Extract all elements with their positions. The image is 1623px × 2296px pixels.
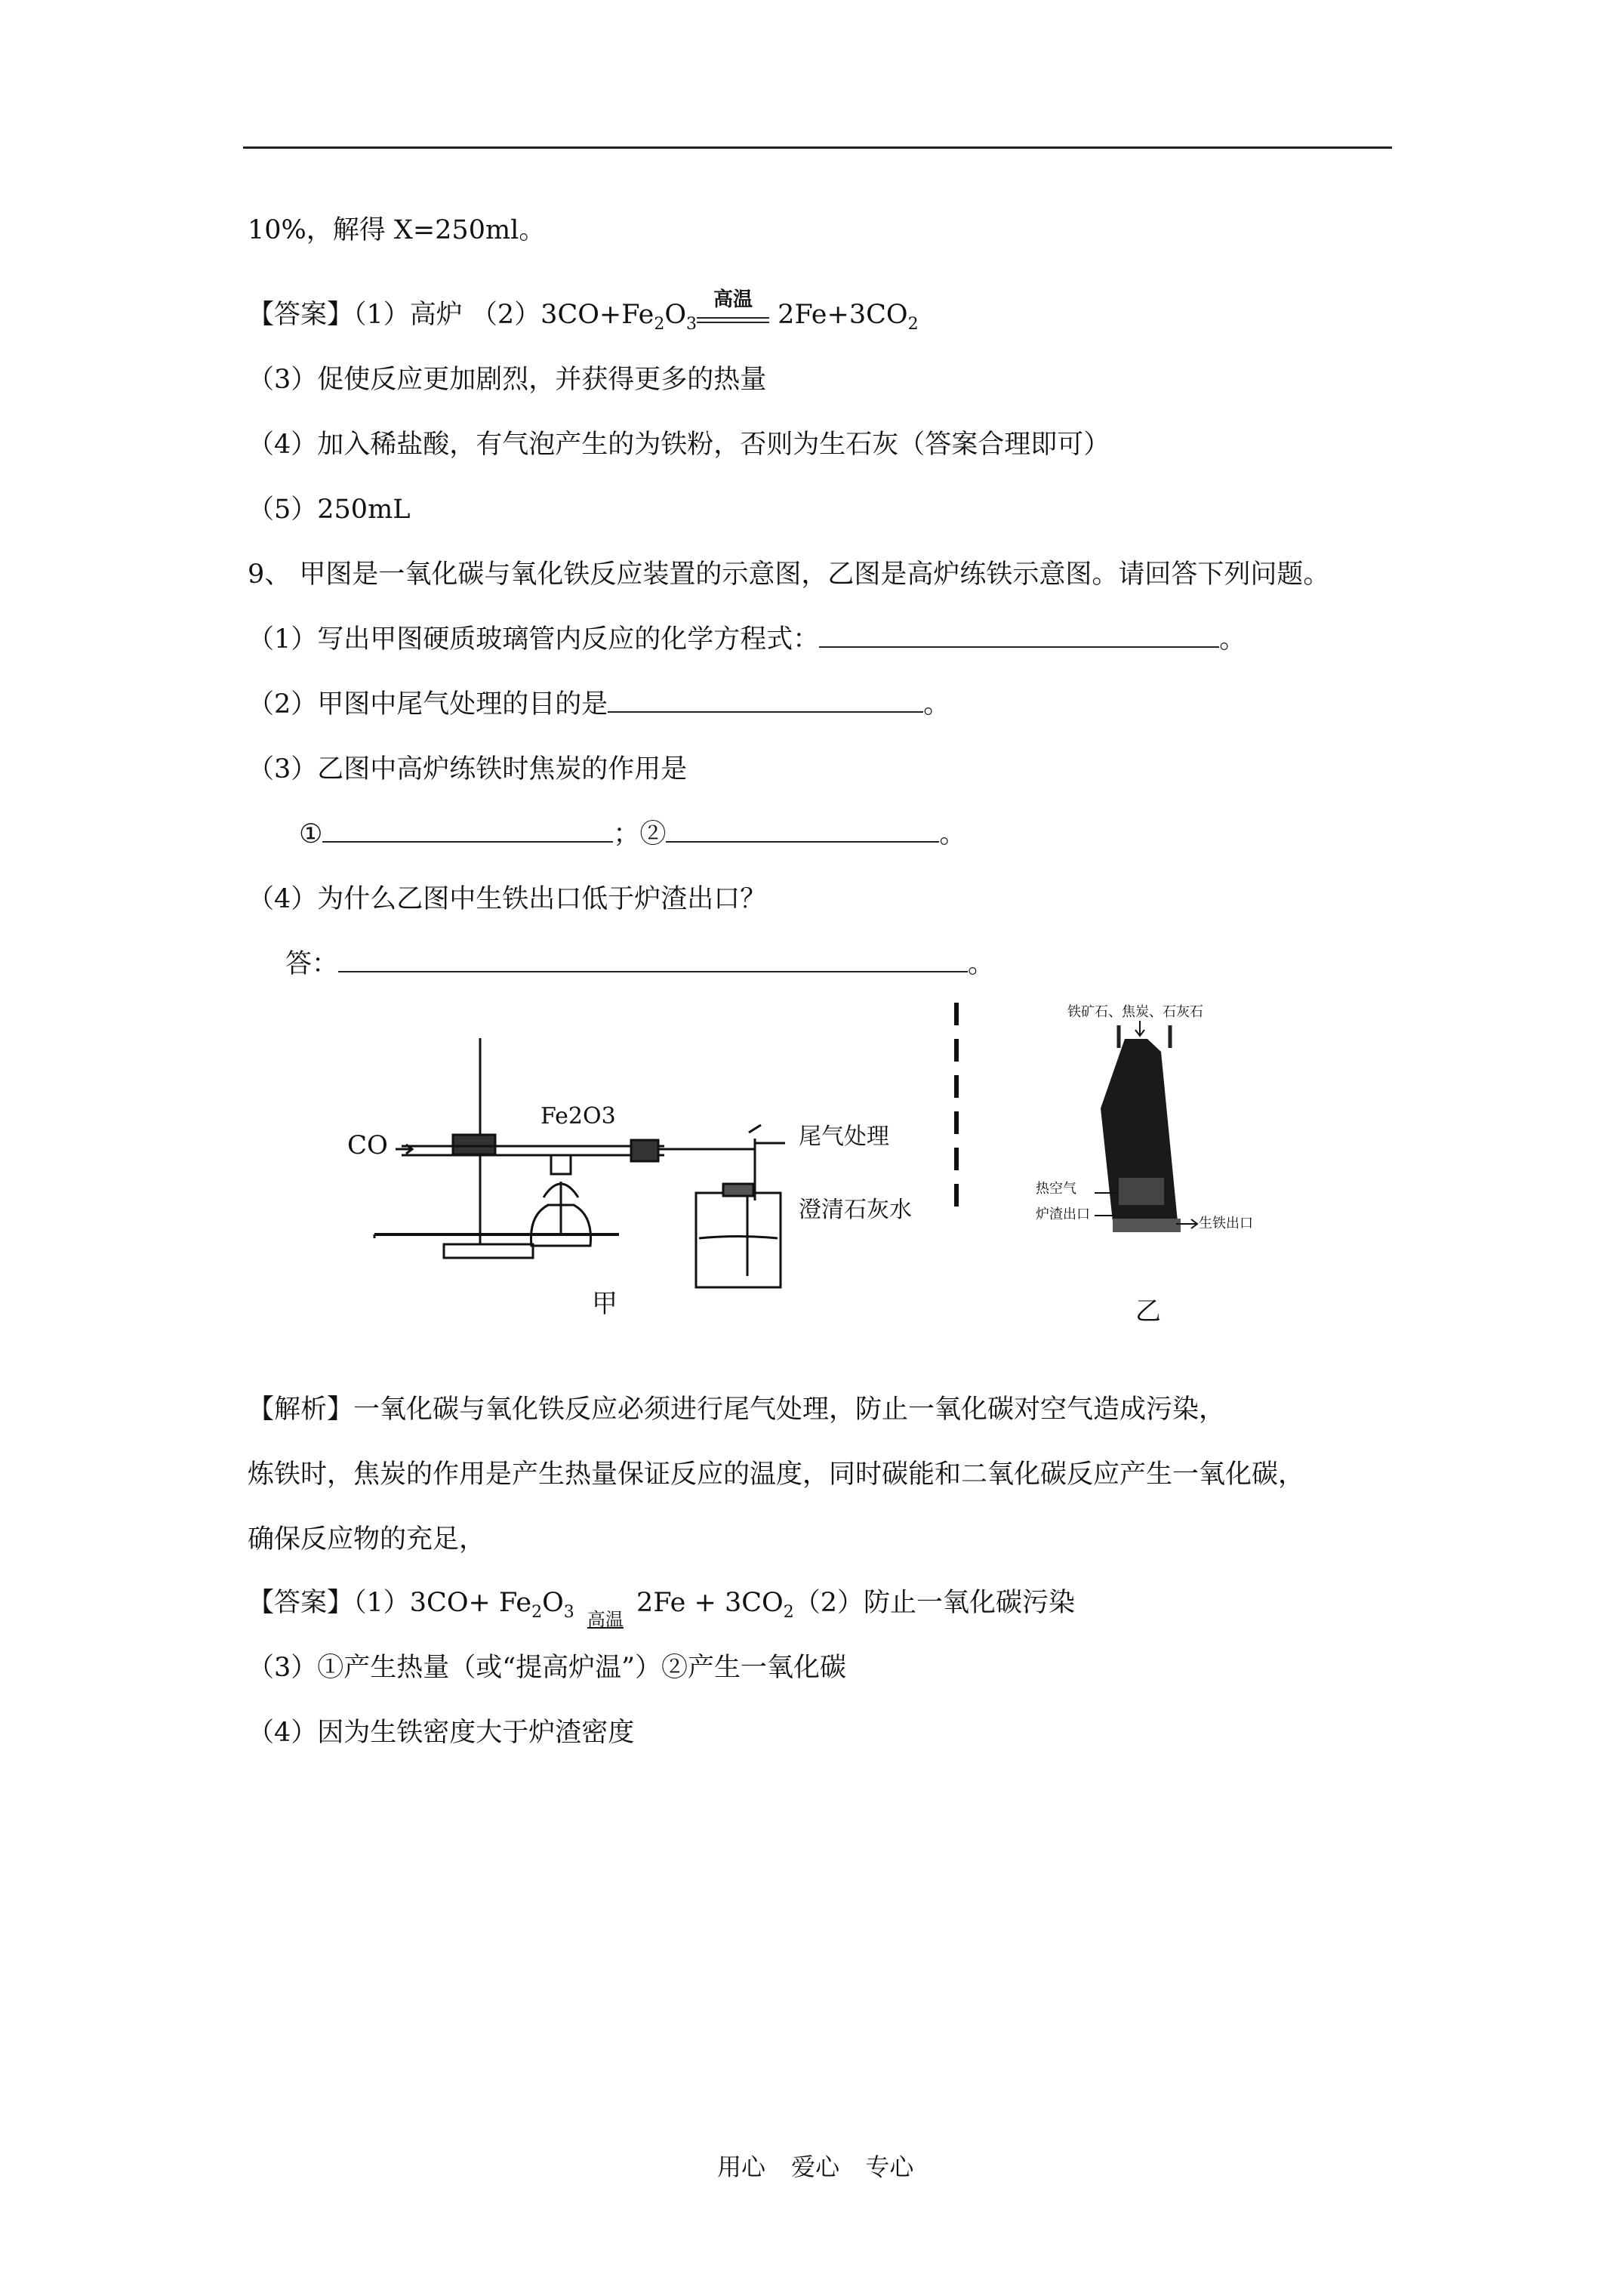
figure-yi-caption: 乙 [1135,1296,1161,1327]
figure-jia-caption: 甲 [592,1289,617,1319]
previous-answer-line-5: （5）250mL [248,495,411,525]
iron-outlet-label: 生铁出口 [1199,1216,1253,1231]
answer-9-line-3: （3）①产生热量（或“提高炉温”）②产生一氧化碳 [248,1653,847,1683]
answer-9-line-1: 【答案】$(1)3CO+ Fe_2O_3$ 高温 $2Fe + 3CO_2(2)$防止一氧化碳污染 [248,1588,1075,1630]
analysis-line-2: 炼铁时，焦炭的作用是产生热量保证反应的温度，同时碳能和二氧化碳反应产生一氧化碳， [248,1459,1305,1490]
question-9-stem: 9、 甲图是一氧化碳与氧化铁反应装置的示意图，乙图是高炉练铁示意图。请回答下列问题。 [248,559,1330,590]
question-9-part-4-answer: 答： 。 [285,945,994,983]
question-9-part-2: （2）甲图中尾气处理的目的是 。 [248,686,950,723]
answer-blank-1[interactable] [819,621,1219,648]
hot-air-label: 热空气 [1036,1181,1076,1197]
figure-divider [954,1003,959,1216]
answer-tag: 【答案】 [248,1588,354,1618]
slag-outlet-label: 炉渣出口 [1036,1207,1090,1222]
question-9-part-1: （1）写出甲图硬质玻璃管内反应的化学方程式： 。 [248,621,1246,658]
question-9-part-3: （3）乙图中高炉练铁时焦炭的作用是 [248,754,688,784]
question-9-part-3-blanks: ① ；② 。 [299,815,965,853]
figure-jia-apparatus [347,1019,921,1336]
analysis-tag: 【解析】 [248,1395,354,1425]
co-label: CO [347,1130,388,1160]
previous-answer-line-1: 【答案】（1）高炉 $(2)3CO+Fe_2O_3$ 高温 $2Fe+3CO_2$ [248,288,919,334]
analysis-line-1: 【解析】一氧化碳与氧化铁反应必须进行尾气处理，防止一氧化碳对空气造成污染， [248,1395,1226,1425]
tail-gas-label: 尾气处理 [799,1123,889,1150]
figure-yi-blast-furnace [1034,995,1306,1237]
answer-9-line-4: （4）因为生铁密度大于炉渣密度 [248,1718,635,1748]
answer-blank-2[interactable] [608,686,923,713]
limewater-label: 澄清石灰水 [799,1197,912,1223]
reaction-condition: 高温 [697,307,769,323]
charge-label: 铁矿石、焦炭、石灰石 [1067,1004,1203,1020]
analysis-line-3: 确保反应物的充足， [248,1524,486,1555]
header-rule [243,146,1392,149]
answer-tag: 【答案】 [248,300,354,330]
question-9-part-4: （4）为什么乙图中生铁出口低于炉渣出口？ [248,884,767,914]
previous-answer-line-3: （3）促使反应更加剧烈，并获得更多的热量 [248,365,767,395]
previous-answer-line-4: （4）加入稀盐酸，有气泡产生的为铁粉，否则为生石灰（答案合理即可） [248,430,1110,460]
page-footer: 用心 爱心 专心 [717,2153,914,2181]
answer-blank-3b[interactable] [666,815,939,843]
fe2o3-label: Fe2O3 [540,1103,616,1130]
answer-blank-3a[interactable] [322,815,613,843]
previous-solution-tail: 10%，解得 X=250ml。 [248,215,546,245]
answer-blank-4[interactable] [338,945,968,972]
arrow-icon [1135,1021,1144,1036]
